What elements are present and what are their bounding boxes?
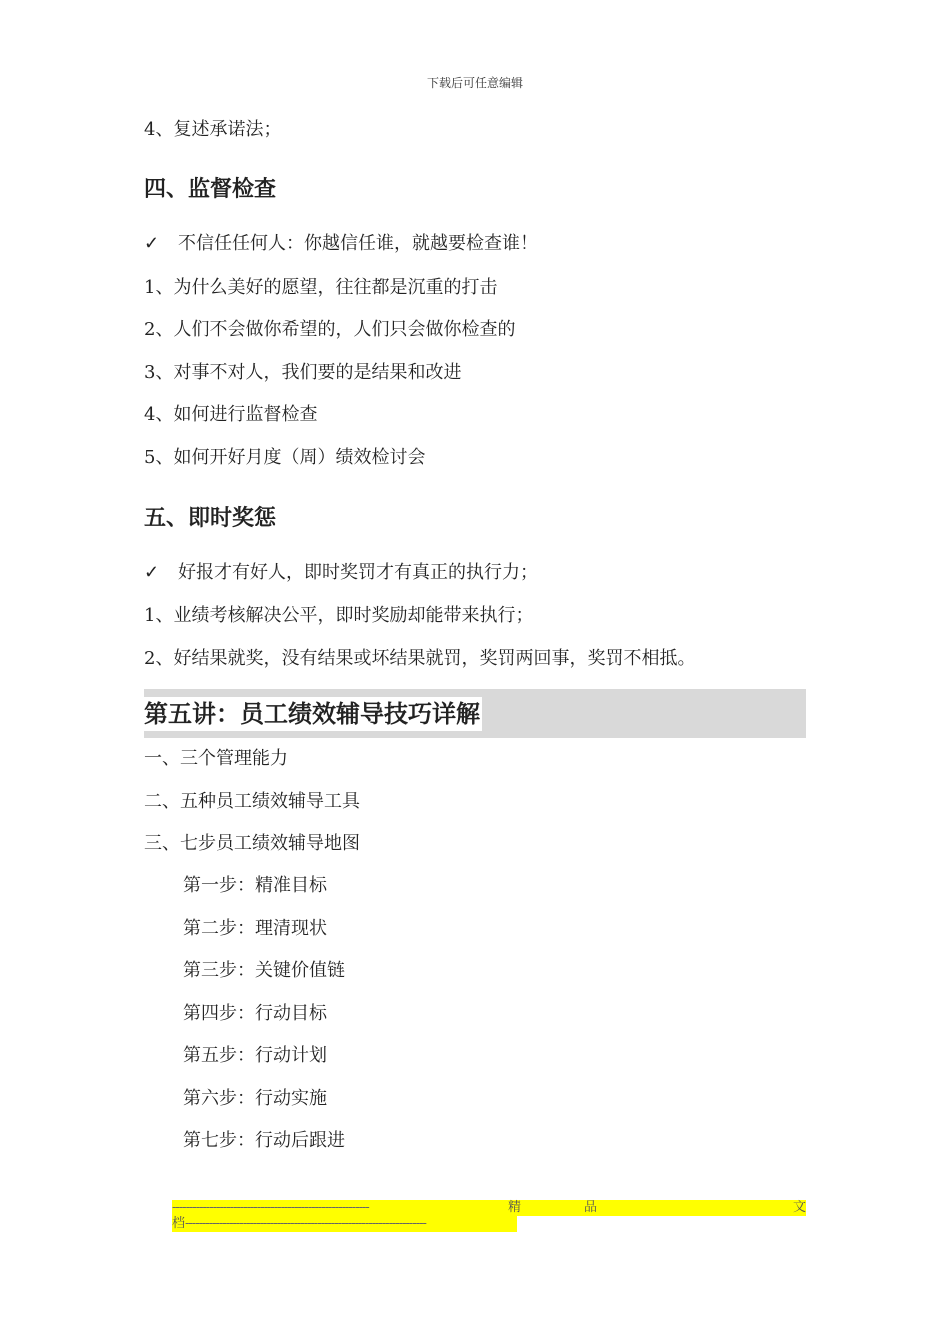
list-item: 3、对事不对人，我们要的是结果和改进: [144, 362, 462, 383]
checkmark-icon: ✓: [144, 562, 160, 583]
step-item: 第一步：精准目标: [183, 875, 327, 896]
list-item: 1、业绩考核解决公平，即时奖励却能带来执行；: [144, 605, 534, 626]
footer-dashes: -----------------------------------------------------------------------: [185, 1216, 426, 1231]
step-item: 第六步：行动实施: [183, 1088, 327, 1109]
list-item: 2、人们不会做你希望的，人们只会做你检查的: [144, 319, 516, 340]
list-item: 三、七步员工绩效辅导地图: [144, 833, 360, 854]
section-heading: 五、即时奖惩: [144, 506, 277, 531]
step-item: 第三步：关键价值链: [183, 960, 345, 981]
footer-char: 文: [793, 1200, 807, 1215]
checkmark-icon: ✓: [144, 233, 160, 254]
step-item: 第七步：行动后跟进: [183, 1130, 345, 1151]
check-text: 不信任任何人：你越信任谁，就越要检查谁！: [178, 233, 538, 254]
list-item: 5、如何开好月度（周）绩效检讨会: [144, 447, 426, 468]
step-item: 第五步：行动计划: [183, 1045, 327, 1066]
footer-char: 精: [508, 1200, 522, 1215]
footer-banner: [172, 1200, 806, 1216]
list-item: 一、三个管理能力: [144, 748, 288, 769]
check-item: [144, 232, 538, 256]
footer-char: 档: [172, 1216, 186, 1231]
list-item: 二、五种员工绩效辅导工具: [144, 791, 360, 812]
check-text: 好报才有好人，即时奖罚才有真正的执行力；: [178, 562, 538, 583]
step-item: 第二步：理清现状: [183, 918, 327, 939]
section-heading: 四、监督检查: [144, 177, 277, 202]
list-item: 1、为什么美好的愿望，往往都是沉重的打击: [144, 277, 498, 298]
list-item: 4、复述承诺法；: [144, 119, 282, 140]
lecture-title: 第五讲：员工绩效辅导技巧详解: [144, 697, 482, 731]
check-item: [144, 561, 538, 585]
footer-banner-line2: [172, 1216, 517, 1232]
list-item: 4、如何进行监督检查: [144, 404, 318, 425]
footer-char: 品: [584, 1200, 598, 1215]
page-header: 下载后可任意编辑: [426, 76, 523, 90]
list-item: 2、好结果就奖，没有结果或坏结果就罚，奖罚两回事，奖罚不相抵。: [144, 648, 696, 669]
step-item: 第四步：行动目标: [183, 1003, 327, 1024]
footer-dashes: ----------------------------------------------------------: [172, 1200, 369, 1215]
